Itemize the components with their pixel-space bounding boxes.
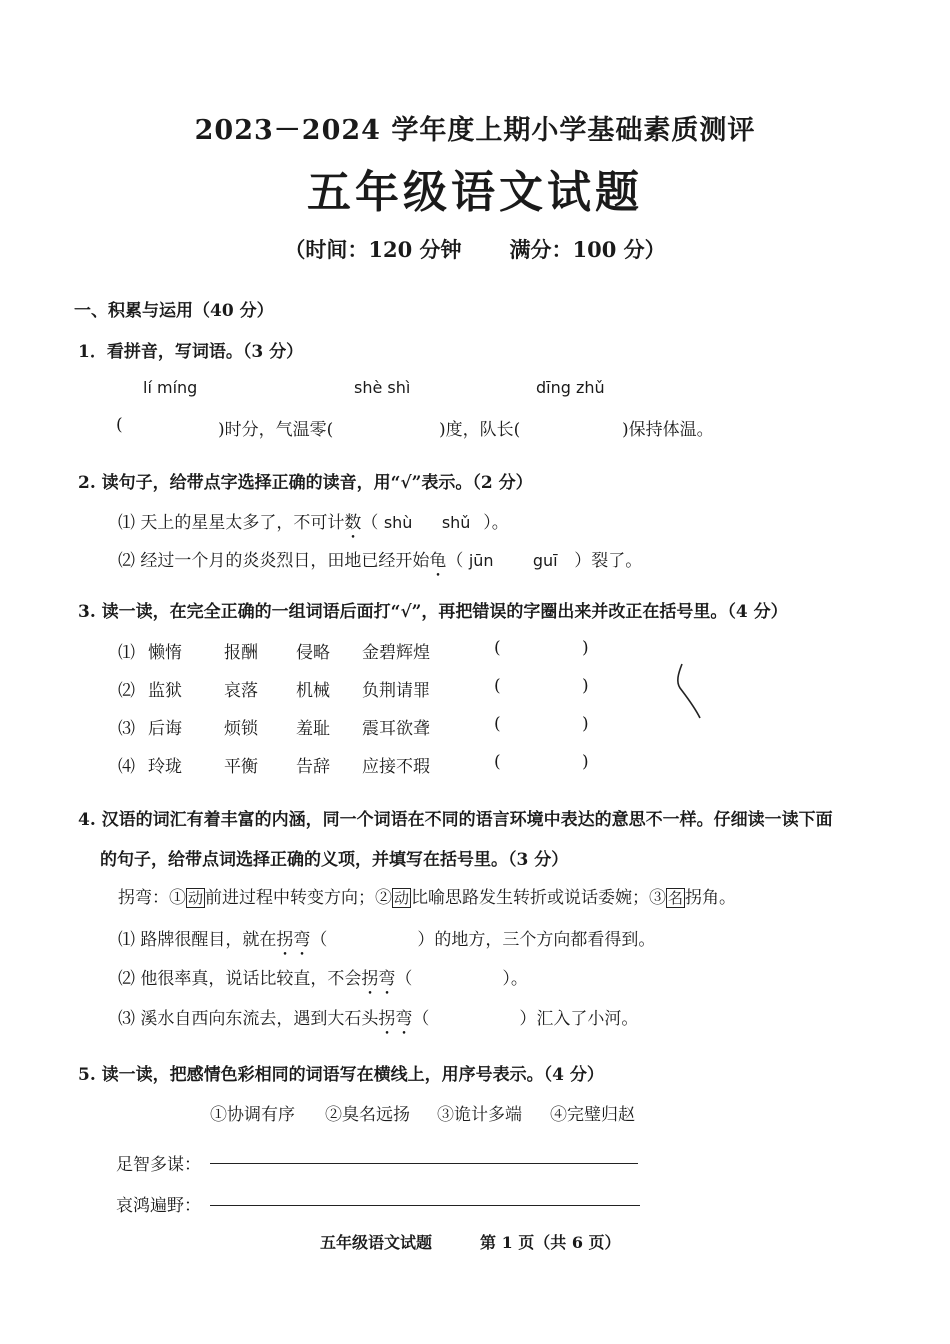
q3-row-3-word-3: 羞耻 <box>296 719 330 739</box>
q3-row-1-bracket-close: ) <box>582 638 589 658</box>
q5-option-4: ④完璧归赵 <box>550 1105 635 1125</box>
q2-item-2-option-2[interactable]: guī <box>532 551 558 570</box>
q5-option-3: ③诡计多端 <box>437 1105 522 1125</box>
q3-row-2-word-2: 哀落 <box>224 681 258 701</box>
q2-item-1-dotted-char: 数 <box>344 513 362 533</box>
q2-item-2-dotted-char: 龟 <box>429 551 447 571</box>
exam-title-line1: 2023－2024 学年度上期小学基础素质测评 <box>194 115 756 146</box>
q4-item-2-dotted-word: 拐弯 <box>361 969 396 989</box>
q1-pinyin-3: dīng zhǔ <box>536 378 605 397</box>
q2-item-1 <box>118 508 509 543</box>
q4-def-3-text: 拐角。 <box>685 888 737 908</box>
q4-item-1 <box>118 925 655 960</box>
q2-item-2-num: ⑵ <box>118 551 135 571</box>
q1-sentence-part-2: )时分，气温零( <box>218 420 334 440</box>
q5-option-1: ①协调有序 <box>210 1105 295 1125</box>
section-title: 一、积累与运用（40 分） <box>74 301 274 321</box>
q4-item-2-close: ）。 <box>502 969 528 989</box>
q5-option-2: ②臭名远扬 <box>325 1105 410 1125</box>
q4-item-3-open: （ <box>412 1009 430 1029</box>
q4-def-1-num: ① <box>169 888 186 908</box>
q2-item-1-option-1[interactable]: shù <box>383 513 413 532</box>
q2-item-2-option-1[interactable]: jūn <box>468 551 494 570</box>
q4-title-line1: 4. 汉语的词汇有着丰富的内涵，同一个词语在不同的语言环境中表达的意思不一样。仔细读一读下面 <box>78 810 833 830</box>
q4-item-3-text: 溪水自西向东流去，遇到大石头 <box>140 1009 379 1029</box>
q3-title: 3. 读一读，在完全正确的一组词语后面打“√”，再把错误的字圈出来并改正在括号里。（4 分） <box>78 602 788 622</box>
q3-row-3-word-1: 后诲 <box>148 719 182 739</box>
q5-answer-line-1[interactable] <box>210 1163 638 1164</box>
q4-title-line2: 的句子，给带点词选择正确的义项，并填写在括号里。（3 分） <box>100 850 569 870</box>
q1-sentence-part-3: )度，队长( <box>439 420 521 440</box>
q4-def-word: 拐弯： <box>118 888 169 908</box>
q1-title: 1．看拼音，写词语。（3 分） <box>78 342 304 362</box>
q4-item-1-dotted-word: 拐弯 <box>276 930 311 950</box>
q4-definitions <box>118 883 736 908</box>
q5-title: 5. 读一读，把感情色彩相同的词语写在横线上，用序号表示。（4 分） <box>78 1065 604 1085</box>
q1-pinyin-1: lí míng <box>143 378 198 397</box>
q4-def-3-pos: 名 <box>668 889 684 907</box>
q3-row-4-word-3: 告辞 <box>296 757 330 777</box>
q3-row-3-word-4: 震耳欲聋 <box>362 719 430 739</box>
q3-row-4-word-2: 平衡 <box>224 757 258 777</box>
q4-item-1-num: ⑴ <box>118 930 135 950</box>
exam-time-score <box>0 234 950 264</box>
q2-item-1-option-2[interactable]: shǔ <box>441 513 471 532</box>
q2-item-1-close: ）。 <box>483 513 509 533</box>
footer-subject: 五年级语文试题 <box>320 1233 433 1252</box>
q4-def-1-pos: 动 <box>188 889 204 907</box>
q1-bracket-open: ( <box>116 415 123 435</box>
q3-row-1-word-2: 报酬 <box>224 643 258 663</box>
q2-item-1-open: （ <box>361 513 379 533</box>
q1-pinyin-2: shè shì <box>354 378 411 397</box>
q3-row-1-word-3: 侵略 <box>296 643 330 663</box>
q4-def-2-num: ② <box>375 888 393 908</box>
q4-item-2-open: （ <box>395 969 413 989</box>
q2-title: 2. 读句子，给带点字选择正确的读音，用“√”表示。（2 分） <box>78 473 533 493</box>
q2-item-2-text: 经过一个月的炎炎烈日，田地已经开始 <box>140 551 430 571</box>
q2-item-1-num: ⑴ <box>118 513 135 533</box>
q5-line-1-label: 足智多谋： <box>116 1155 201 1175</box>
q2-item-2-open: （ <box>446 551 464 571</box>
q4-item-1-open: （ <box>310 930 328 950</box>
q3-row-4-bracket-open: ( <box>494 752 501 772</box>
q1-sentence-part-4: )保持体温。 <box>622 420 714 440</box>
q3-row-2-bracket-open: ( <box>494 676 501 696</box>
exam-full-score: 满分：100 分） <box>509 237 666 262</box>
q3-row-1-word-1: 懒惰 <box>148 643 182 663</box>
q4-item-3-num: ⑶ <box>118 1009 135 1029</box>
footer-page-number: 第 1 页（共 6 页） <box>480 1233 621 1252</box>
q3-row-4-word-1: 玲珑 <box>148 757 182 777</box>
pen-mark <box>672 660 708 722</box>
q3-row-2-word-4: 负荆请罪 <box>362 681 430 701</box>
q3-row-1-word-4: 金碧辉煌 <box>362 643 430 663</box>
q3-row-3-word-2: 烦锁 <box>224 719 258 739</box>
q3-row-2-word-3: 机械 <box>296 681 330 701</box>
q3-row-3-bracket-close: ) <box>582 714 589 734</box>
q4-item-2-num: ⑵ <box>118 969 135 989</box>
q3-row-4-word-4: 应接不瑕 <box>362 757 430 777</box>
exam-title: 五年级语文试题 <box>307 167 643 218</box>
q4-def-2-text: 比喻思路发生转折或说话委婉； <box>411 888 650 908</box>
q3-row-4-num: ⑷ <box>118 757 135 777</box>
q2-item-2 <box>118 546 642 581</box>
q3-row-1-bracket-open: ( <box>494 638 501 658</box>
q4-item-3 <box>118 1004 638 1039</box>
q4-def-1-text: 前进过程中转变方向； <box>205 888 376 908</box>
q2-item-1-text: 天上的星星太多了，不可计 <box>140 513 345 533</box>
q3-row-2-word-1: 监狱 <box>148 681 182 701</box>
q4-item-1-close: ）的地方，三个方向都看得到。 <box>417 930 656 950</box>
q4-item-2-text: 他很率真，说话比较直，不会 <box>140 969 362 989</box>
q3-row-1-num: ⑴ <box>118 643 135 663</box>
q5-answer-line-2[interactable] <box>210 1205 640 1206</box>
q3-row-2-num: ⑵ <box>118 681 135 701</box>
q4-def-3-num: ③ <box>649 888 667 908</box>
q2-item-2-close: ）裂了。 <box>574 551 643 571</box>
q4-item-3-close: ）汇入了小河。 <box>519 1009 639 1029</box>
q3-row-3-bracket-open: ( <box>494 714 501 734</box>
q4-item-2 <box>118 964 528 999</box>
q3-row-4-bracket-close: ) <box>582 752 589 772</box>
q5-line-2-label: 哀鸿遍野： <box>116 1196 201 1216</box>
q3-row-3-num: ⑶ <box>118 719 135 739</box>
q4-item-1-text: 路牌很醒目，就在 <box>140 930 277 950</box>
q4-item-3-dotted-word: 拐弯 <box>378 1009 413 1029</box>
q3-row-2-bracket-close: ) <box>582 676 589 696</box>
q4-def-2-pos: 动 <box>394 889 410 907</box>
exam-time: （时间：120 分钟 <box>284 237 462 262</box>
